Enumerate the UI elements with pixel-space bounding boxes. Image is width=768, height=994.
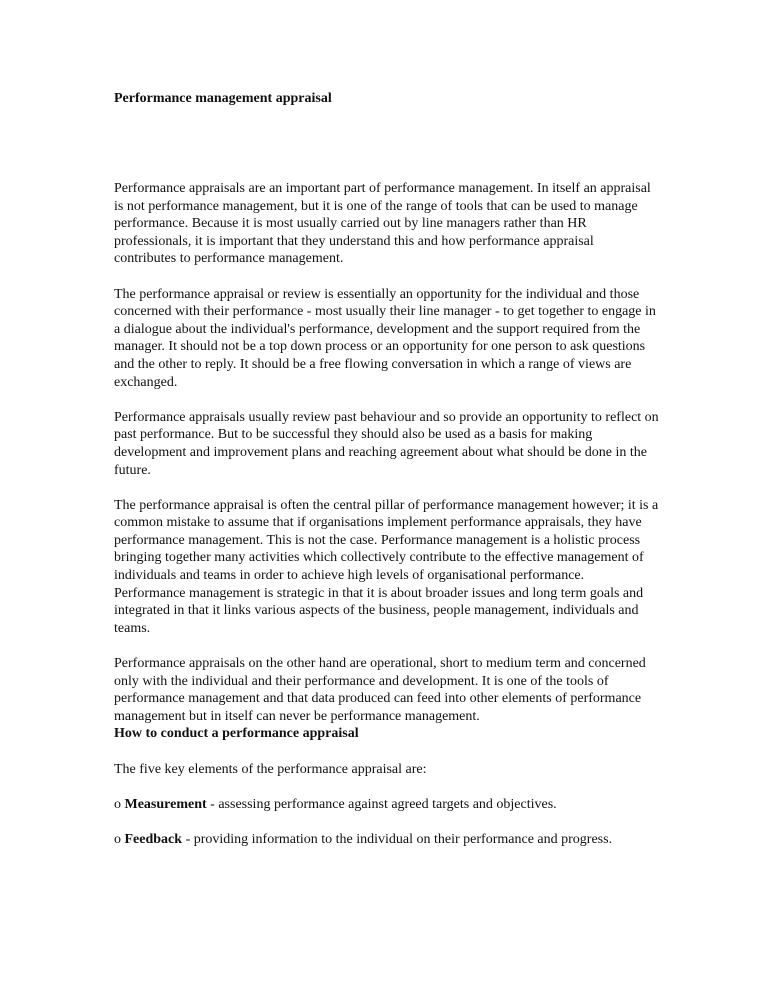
intro-line: The five key elements of the performance appraisal are:	[114, 761, 427, 777]
element-description: - assessing performance against agreed targets and objectives.	[206, 796, 557, 812]
bullet-marker: o	[114, 796, 121, 812]
list-item-feedback	[114, 831, 659, 849]
element-description: - providing information to the individual on their performance and progress.	[182, 831, 613, 847]
paragraph-1: Performance appraisals are an important part of performance management. In itself an appraisal is not performance management, but it is one of the range of tools that can be used to manage performance. Because it is most usually carried out by line managers rather than HR professionals, it is important that they understand this and how performance appraisal contributes to performance management.	[114, 181, 651, 267]
bullet-marker: o	[114, 831, 121, 847]
document-title: Performance management appraisal	[114, 91, 332, 106]
paragraph-4: The performance appraisal is often the central pillar of performance management however; it is a common mistake to assume that if organisations implement performance appraisals, they have performance management. This is not the case. Performance management is a holistic process bringing together many activities which collectively contribute to the effective management of individuals and teams in order to achieve high levels of organisational performance. Performance management is strategic in that it is about broader issues and long term goals and integrated in that it links various aspects of the business, people management, individuals and teams.	[114, 497, 659, 636]
paragraph-3: Performance appraisals usually review past behaviour and so provide an opportunity to reflect on past performance. But to be successful they should also be used as a basis for making development and improvement plans and reaching agreement about what should be done in the future.	[114, 409, 659, 478]
element-term: Measurement	[124, 796, 207, 812]
list-item-measurement	[114, 796, 659, 814]
document-body	[114, 180, 659, 866]
paragraph-2: The performance appraisal or review is essentially an opportunity for the individual and those concerned with their performance - most usually their line manager - to get together to engage in a dialogue about the individual's performance, development and the support required from the manager. It should not be a top down process or an opportunity for one person to ask questions and the other to reply. It should be a free flowing conversation in which a range of views are exchanged.	[114, 286, 656, 390]
element-term: Feedback	[124, 831, 183, 847]
paragraph-5: Performance appraisals on the other hand are operational, short to medium term and concerned only with the individual and their performance and development. It is one of the tools of performance management and that data produced can feed into other elements of performance management but in itself can never be performance management.	[114, 656, 646, 724]
section-heading: How to conduct a performance appraisal	[114, 726, 359, 742]
